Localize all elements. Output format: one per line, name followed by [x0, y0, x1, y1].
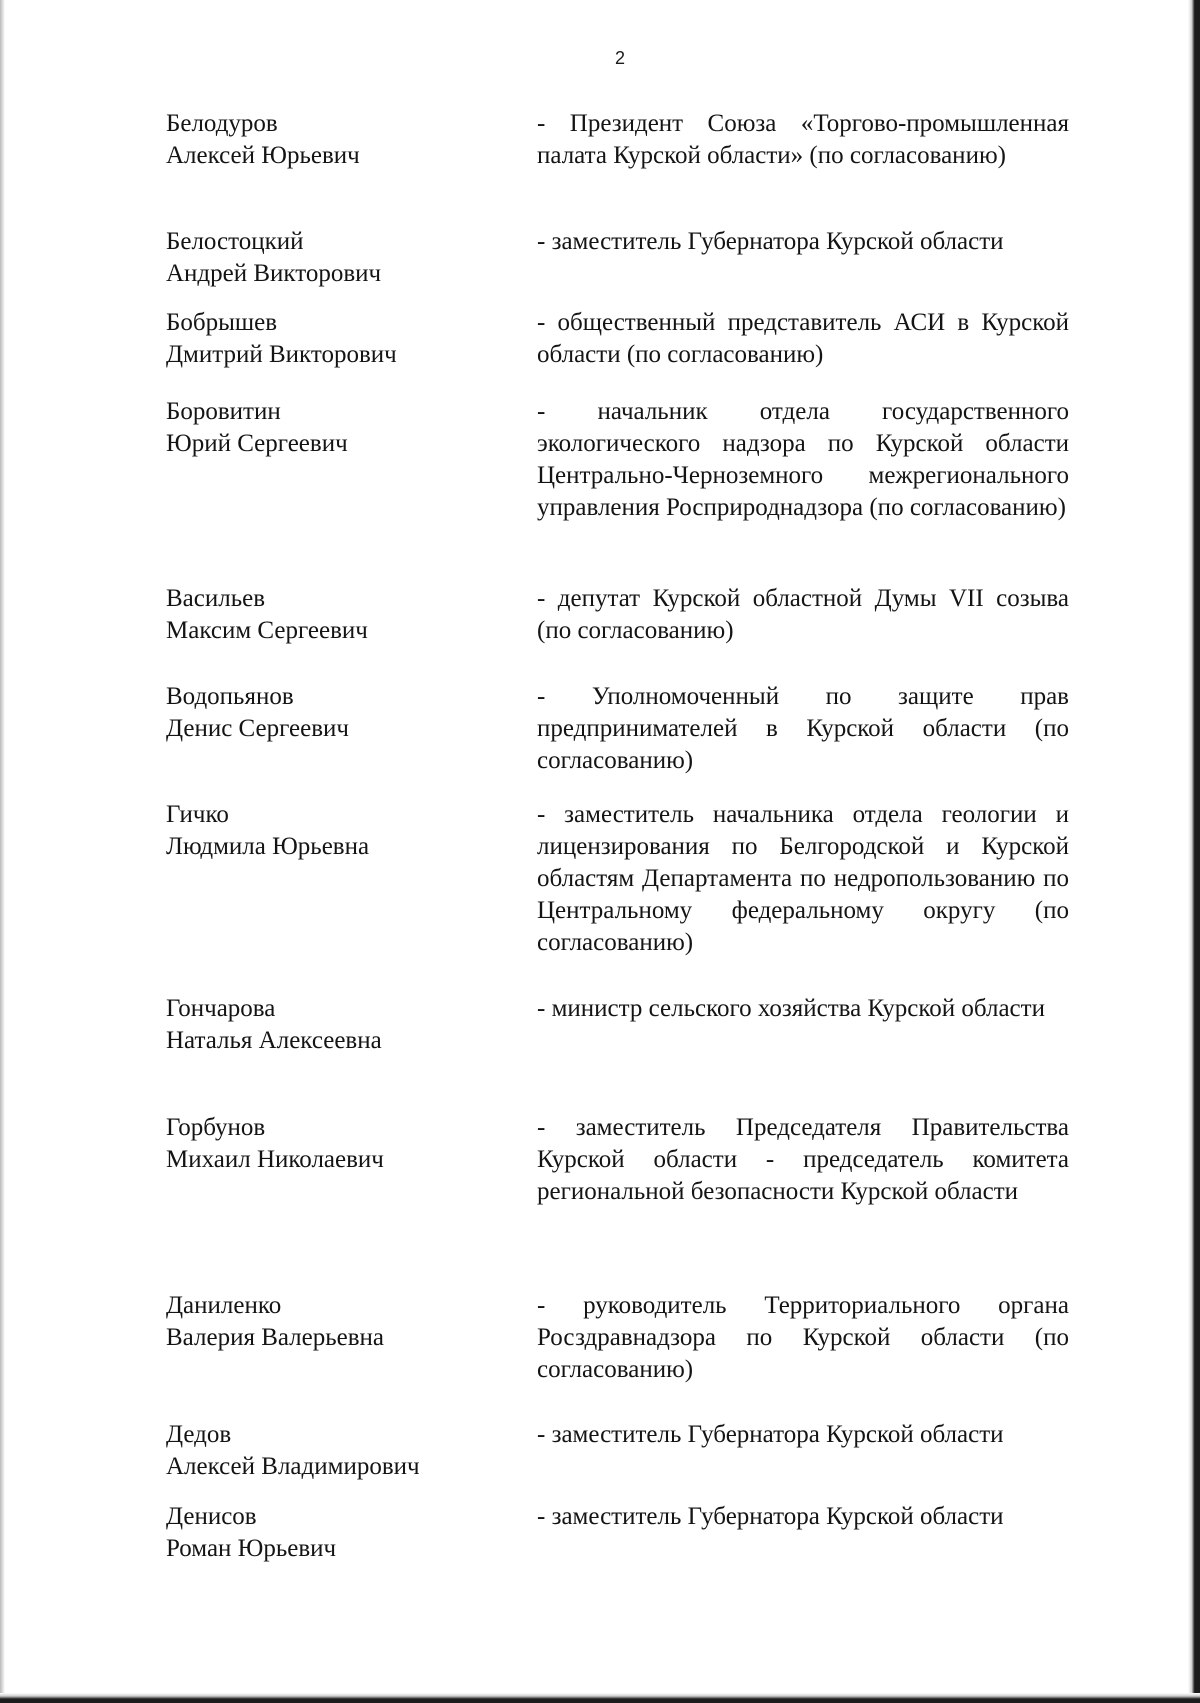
member-given-names: Алексей Юрьевич — [166, 142, 360, 169]
member-surname: Васильев — [166, 585, 266, 612]
member-given-names: Алексей Владимирович — [166, 1453, 420, 1480]
scan-shadow-left — [0, 0, 5, 1703]
member-position: - начальник отдела государственного экологического надзора по Курской области Центрально-Черноземного межрегионального управления Росприроднадзора (по согласованию) — [537, 398, 1069, 521]
member-position: - Уполномоченный по защите прав предпринимателей в Курской области (по согласованию) — [537, 683, 1069, 774]
member-name — [166, 799, 496, 863]
member-surname: Белодуров — [166, 110, 278, 137]
member-position: - заместитель Губернатора Курской области — [537, 228, 1004, 255]
member-given-names: Наталья Алексеевна — [166, 1027, 382, 1054]
member-given-names: Максим Сергеевич — [166, 617, 368, 644]
member-position: - общественный представитель АСИ в Курской области (по согласованию) — [537, 309, 1069, 368]
member-surname: Денисов — [166, 1503, 257, 1530]
member-given-names: Денис Сергеевич — [166, 715, 350, 742]
member-surname: Водопьянов — [166, 683, 294, 710]
member-surname: Горбунов — [166, 1114, 266, 1141]
member-name — [166, 993, 496, 1057]
member-position: - руководитель Территориального органа Росздравнадзора по Курской области (по согласованию) — [537, 1292, 1069, 1383]
member-given-names: Дмитрий Викторович — [166, 341, 397, 368]
member-position: - министр сельского хозяйства Курской области — [537, 995, 1045, 1022]
member-name — [166, 1290, 496, 1354]
member-surname: Гичко — [166, 801, 229, 828]
member-name — [166, 681, 496, 745]
member-position: - заместитель начальника отдела геологии и лицензирования по Белгородской и Курской областям Департамента по недропользованию по Центральному федеральному округу (по согласованию) — [537, 801, 1069, 956]
member-name — [166, 108, 496, 172]
member-name — [166, 396, 496, 460]
member-position: - заместитель Губернатора Курской области — [537, 1503, 1004, 1530]
member-position: - заместитель Председателя Правительства Курской области - председатель комитета региональной безопасности Курской области — [537, 1114, 1069, 1205]
member-surname: Белостоцкий — [166, 228, 304, 255]
member-name — [166, 583, 496, 647]
member-given-names: Михаил Николаевич — [166, 1146, 384, 1173]
scan-shadow-right — [1188, 0, 1200, 1703]
page-number: 2 — [614, 48, 625, 68]
member-position: - заместитель Губернатора Курской области — [537, 1421, 1004, 1448]
member-position: - депутат Курской областной Думы VII созыва (по согласованию) — [537, 585, 1069, 644]
member-given-names: Людмила Юрьевна — [166, 833, 370, 860]
member-name — [166, 307, 496, 371]
member-name — [166, 226, 496, 290]
member-given-names: Роман Юрьевич — [166, 1535, 337, 1562]
member-name — [166, 1112, 496, 1176]
member-surname: Бобрышев — [166, 309, 278, 336]
member-name — [166, 1419, 496, 1483]
member-surname: Боровитин — [166, 398, 281, 425]
member-given-names: Юрий Сергеевич — [166, 430, 348, 457]
member-given-names: Валерия Валерьевна — [166, 1324, 385, 1351]
member-position: - Президент Союза «Торгово-промышленная палата Курской области» (по согласованию) — [537, 110, 1069, 169]
member-name — [166, 1501, 496, 1565]
member-surname: Гончарова — [166, 995, 276, 1022]
scan-shadow-bottom — [0, 1693, 1200, 1703]
member-surname: Даниленко — [166, 1292, 282, 1319]
member-given-names: Андрей Викторович — [166, 260, 382, 287]
member-surname: Дедов — [166, 1421, 232, 1448]
